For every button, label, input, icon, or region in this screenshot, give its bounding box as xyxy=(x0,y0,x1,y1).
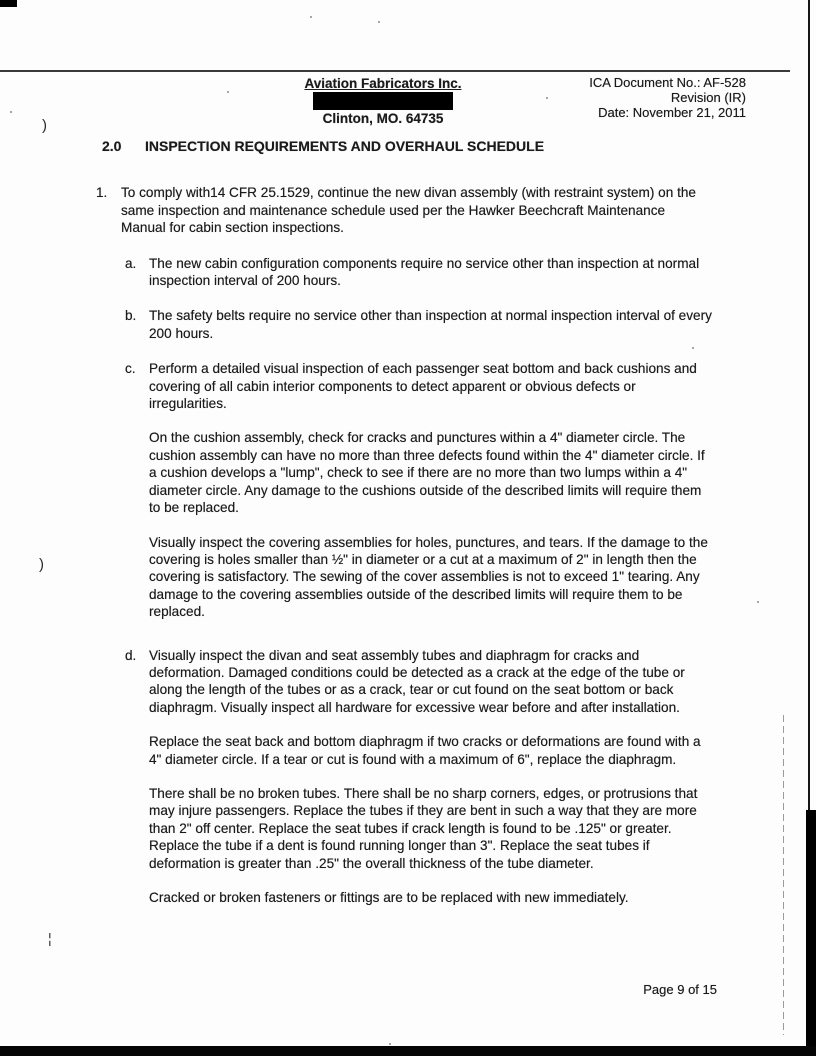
company-city: Clinton, MO. 64735 xyxy=(322,111,444,126)
paragraph: There shall be no broken tubes. There shall be no sharp corners, edges, or protrusions that may injure passengers. Replace the tubes if they are bent in such a way that they are more than 2" off center. Replace the seat tubes if crack length is found to be .125" or greater. Replace the tube if a dent is found running longer than 3". Replace the seat tubes if deformation is greater than .25" the overall thickness of the tube diameter. xyxy=(149,785,698,871)
scan-speck xyxy=(546,97,548,99)
scan-bottom-bar xyxy=(0,1046,816,1056)
company-name: Aviation Fabricators Inc. xyxy=(304,76,462,91)
scan-corner-mark xyxy=(0,0,17,7)
paragraph: Replace the seat back and bottom diaphragm if two cracks or deformations are found with a 4" diameter circle. If a tear or cut is found with a maximum of 6", replace the diaphragm. xyxy=(149,734,701,767)
paragraph: The new cabin configuration components require no service other than inspection at normal inspection interval of 200 hours. xyxy=(149,255,700,289)
doc-number: ICA Document No.: AF-528 xyxy=(589,75,746,90)
sub-item-body xyxy=(149,647,715,907)
scan-speck xyxy=(757,601,759,603)
paragraph: Perform a detailed visual inspection of each passenger seat bottom and back cushions and covering of all cabin interior components to detect apparent or obvious defects or irregularities. xyxy=(149,361,697,412)
page-number: Page 9 of 15 xyxy=(643,982,717,997)
sub-item-body xyxy=(149,255,715,290)
document-body xyxy=(96,138,748,906)
sub-item-body xyxy=(149,360,715,620)
paragraph: The safety belts require no service other than inspection at normal inspection interval of every 200 hours. xyxy=(149,308,712,341)
scan-speck xyxy=(378,21,380,23)
sub-item-letter: b. xyxy=(125,308,137,324)
list-item-1 xyxy=(96,184,748,236)
sub-item-body xyxy=(149,307,715,342)
sub-item-letter: d. xyxy=(125,647,137,663)
scan-speck xyxy=(10,111,12,113)
sub-item-list xyxy=(125,255,748,907)
sub-item-a xyxy=(125,255,748,290)
margin-mark: ¦ xyxy=(48,930,52,946)
scan-right-edge-bar xyxy=(806,810,816,1047)
margin-mark: ) xyxy=(42,117,47,134)
paragraph: Cracked or broken fasteners or fittings are to be replaced with new immediately. xyxy=(149,890,629,905)
sub-item-letter: a. xyxy=(125,255,137,271)
sub-item-c xyxy=(125,360,748,620)
paragraph: Visually inspect the covering assemblies for holes, punctures, and tears. If the damage to the covering is holes smaller than ½" in diameter or a cut at a maximum of 2" in length then the covering is satisfactory. The sewing of the cover assemblies is not to exceed 1" tearing. Any damage to the covering assemblies outside of the described limits will require them to be replaced. xyxy=(149,534,708,620)
redaction-bar xyxy=(313,92,453,110)
section-heading xyxy=(96,138,748,155)
section-title: INSPECTION REQUIREMENTS AND OVERHAUL SCHEDULE xyxy=(145,138,545,154)
scan-speck xyxy=(389,1043,391,1045)
sub-item-d xyxy=(125,647,748,907)
doc-date: Date: November 21, 2011 xyxy=(598,104,746,120)
company-letterhead xyxy=(283,76,483,126)
sub-item-letter: c. xyxy=(125,361,136,377)
document-info-block xyxy=(589,76,746,120)
scan-speck xyxy=(227,91,229,93)
list-item-text: To comply with14 CFR 25.1529, continue the new divan assembly (with restraint system) on the same inspection and maintenance schedule used per the Hawker Beechcraft Maintenance Manual for cabin section inspections. xyxy=(121,185,696,236)
scan-speck xyxy=(310,16,312,18)
margin-mark: ) xyxy=(39,556,44,573)
paragraph: Visually inspect the divan and seat assembly tubes and diaphragm for cracks and deformation. Damaged conditions could be detected as a crack at the edge of the tube or along the length of the tubes or as a crack, tear or cut found on the seat bottom or back diaphragm. Visually inspect all hardware for excessive wear before and after installation. xyxy=(149,647,685,715)
section-number: 2.0 xyxy=(102,138,122,154)
header-divider xyxy=(0,70,790,72)
paragraph: On the cushion assembly, check for cracks and punctures within a 4" diameter circle. The cushion assembly can have no more than three defects found within the 4" diameter circle. If a cushion develops a "lump", check to see if there are no more than two lumps within a 4" diameter circle. Any damage to the cushions outside of the described limits will require them to be replaced. xyxy=(149,430,705,516)
list-item-number: 1. xyxy=(96,185,108,201)
sub-item-b xyxy=(125,307,748,342)
doc-revision: Revision (IR) xyxy=(670,89,746,105)
scan-faint-vertical-line xyxy=(783,715,784,1035)
